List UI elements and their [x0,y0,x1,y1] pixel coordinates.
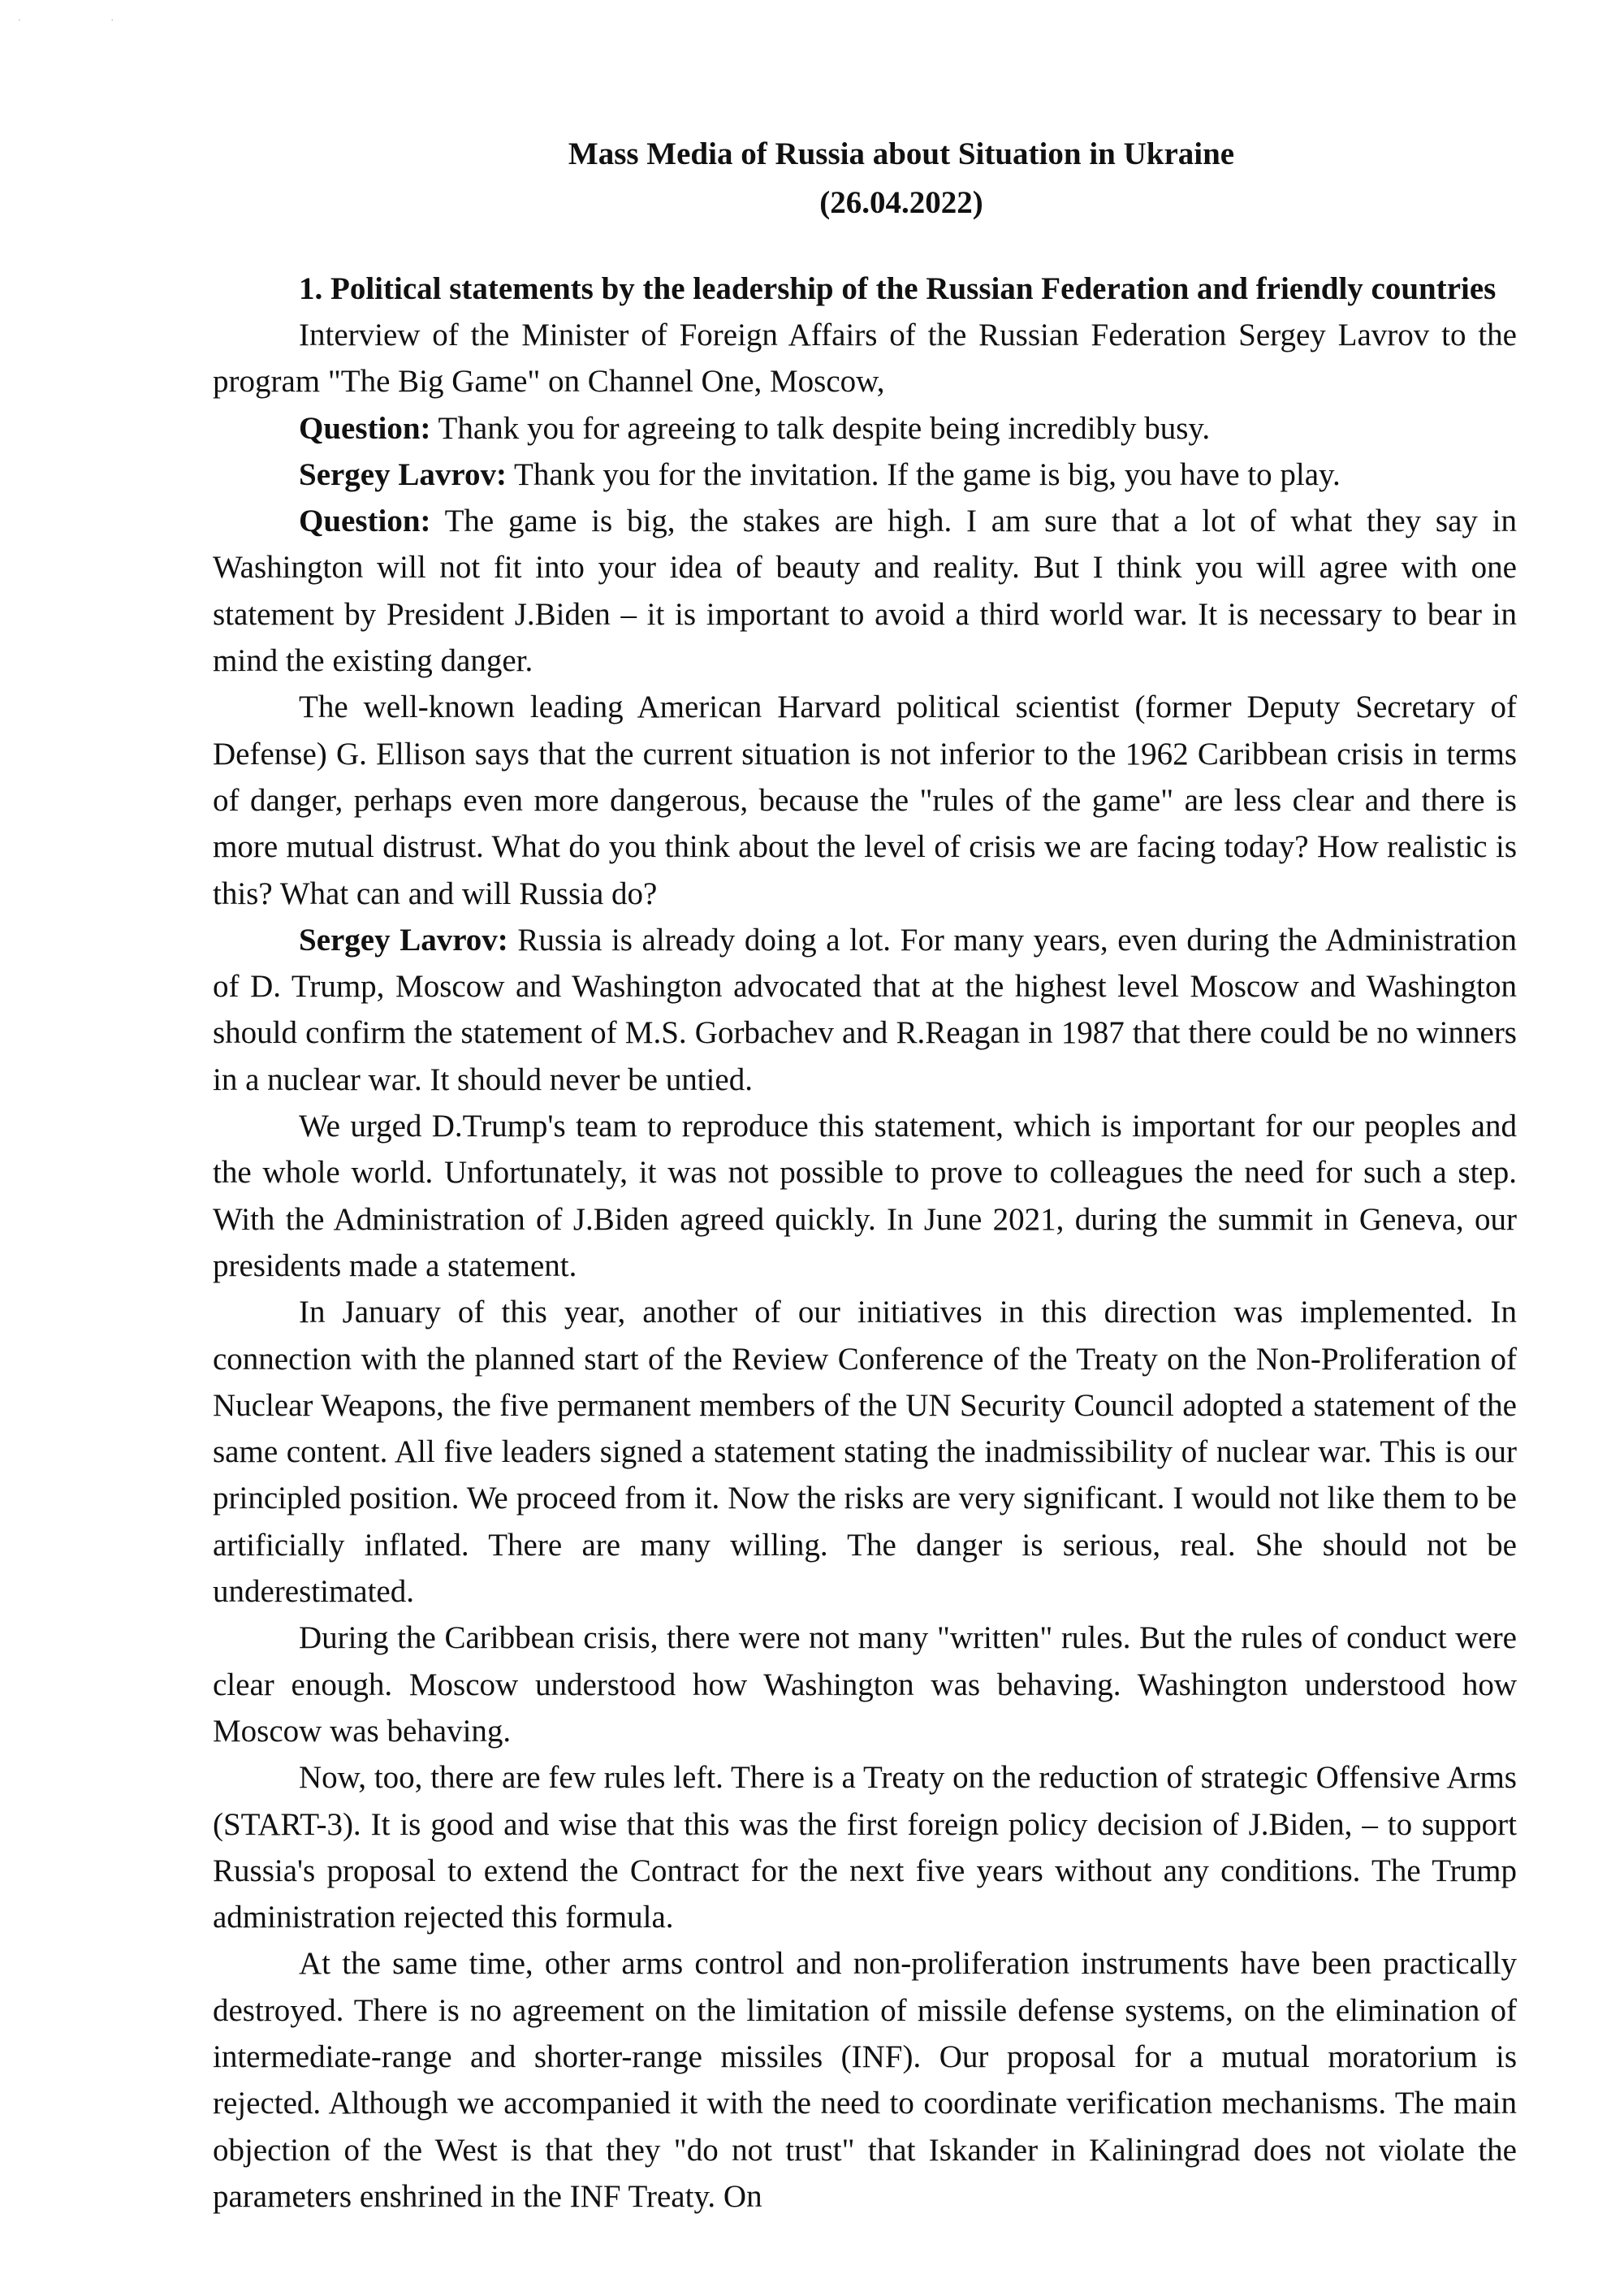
document-body [213,312,1517,2220]
paragraph-text: We urged D.Trump's team to reproduce this statement, which is important for our peoples and the whole world. Unfortunately, it was not possible to prove to colleagues the need for such a step. With the Administration of J.Biden agreed quickly. In June 2021, during the summit in Geneva, our presidents made a statement. [213,1109,1517,1283]
paragraph-answer-2-cont-5 [213,1940,1517,2220]
title-date: (26.04.2022) [819,185,983,220]
paragraph-answer-2-cont-2 [213,1289,1517,1615]
paragraph-question-2-cont [213,684,1517,916]
paragraph-text: At the same time, other arms control and non-proliferation instruments have been practically destroyed. There is no agreement on the limitation of missile defense systems, on the elimination of intermediate-range and shorter-range missiles (INF). Our proposal for a mutual moratorium is rejected. Although we accompanied it with the need to coordinate verification mechanisms. The main objection of the West is that they "do not trust" that Iskander in Kaliningrad does not violate the parameters enshrined in the INF Treaty. On [213,1946,1517,2214]
title-line-1: Mass Media of Russia about Situation in Ukraine [568,136,1235,171]
paragraph-text: Russia is already doing a lot. For many years, even during the Administration of D. Trump, Moscow and Washington advocated that at the highest level Moscow and Washington should confirm the statement of M.S. Gorbachev and R.Reagan in 1987 that there could be no winners in a nuclear war. It should never be untied. [213,922,1517,1097]
paragraph-text: Thank you for agreeing to talk despite being incredibly busy. [430,410,1211,446]
paragraph-answer-2-cont-3 [213,1615,1517,1754]
paragraph-text: In January of this year, another of our initiatives in this direction was implemented. In connection with the planned start of the Review Conference of the Treaty on the Non-Proliferation of Nuclear Weapons, the five permanent members of the UN Security Council adopted a statement of the same content. All five leaders signed a statement stating the inadmissibility of nuclear war. This is our principled position. We proceed from it. Now the risks are very significant. I would not like them to be artificially inflated. There are many willing. The danger is serious, real. She should not be underestimated. [213,1295,1517,1610]
paragraph-answer-2-cont-1 [213,1103,1517,1289]
paragraph-text: The game is big, the stakes are high. I am sure that a lot of what they say in Washington will not fit into your idea of beauty and reality. But I think you will agree with one statement by President J.Biden – it is important to avoid a third world war. It is necessary to bear in mind the existing danger. [213,504,1517,679]
paragraph-answer-1 [213,452,1517,498]
paragraph-text: During the Caribbean crisis, there were not many "written" rules. But the rules of conduct were clear enough. Moscow understood how Washington was behaving. Washington understood how Moscow was behaving. [213,1620,1517,1749]
scan-corner-mark: · · [18,15,114,26]
paragraph-question-2 [213,498,1517,684]
paragraph-text: The well-known leading American Harvard political scientist (former Deputy Secretary of Defense) G. Ellison says that the current situation is not inferior to the 1962 Caribbean crisis in terms of danger, perhaps even more dangerous, because the "rules of the game" are less clear and there is more mutual distrust. What do you think about the level of crisis we are facing today? How realistic is this? What can and will Russia do? [213,690,1517,911]
paragraph-intro [213,312,1517,405]
paragraph-question-1 [213,405,1517,452]
document-title [213,130,1517,227]
paragraph-answer-2-cont-4 [213,1754,1517,1940]
speaker-label: Question: [299,410,431,446]
paragraph-text: Interview of the Minister of Foreign Affairs of the Russian Federation Sergey Lavrov to the program "The Big Game" on Channel One, Moscow, [213,318,1517,400]
paragraph-text: Thank you for the invitation. If the game is big, you have to play. [506,456,1341,492]
section-heading: 1. Political statements by the leadership of the Russian Federation and friendly countries [299,271,1497,306]
speaker-label: Sergey Lavrov: [299,456,507,492]
paragraph-text: Now, too, there are few rules left. There is a Treaty on the reduction of strategic Offensive Arms (START-3). It is good and wise that this was the first foreign policy decision of J.Biden, – to support Russia's proposal to extend the Contract for the next five years without any conditions. The Trump administration rejected this formula. [213,1760,1517,1935]
speaker-label: Sergey Lavrov: [299,922,508,958]
document-page [213,130,1517,2220]
paragraph-answer-2 [213,917,1517,1103]
speaker-label: Question: [299,504,431,539]
